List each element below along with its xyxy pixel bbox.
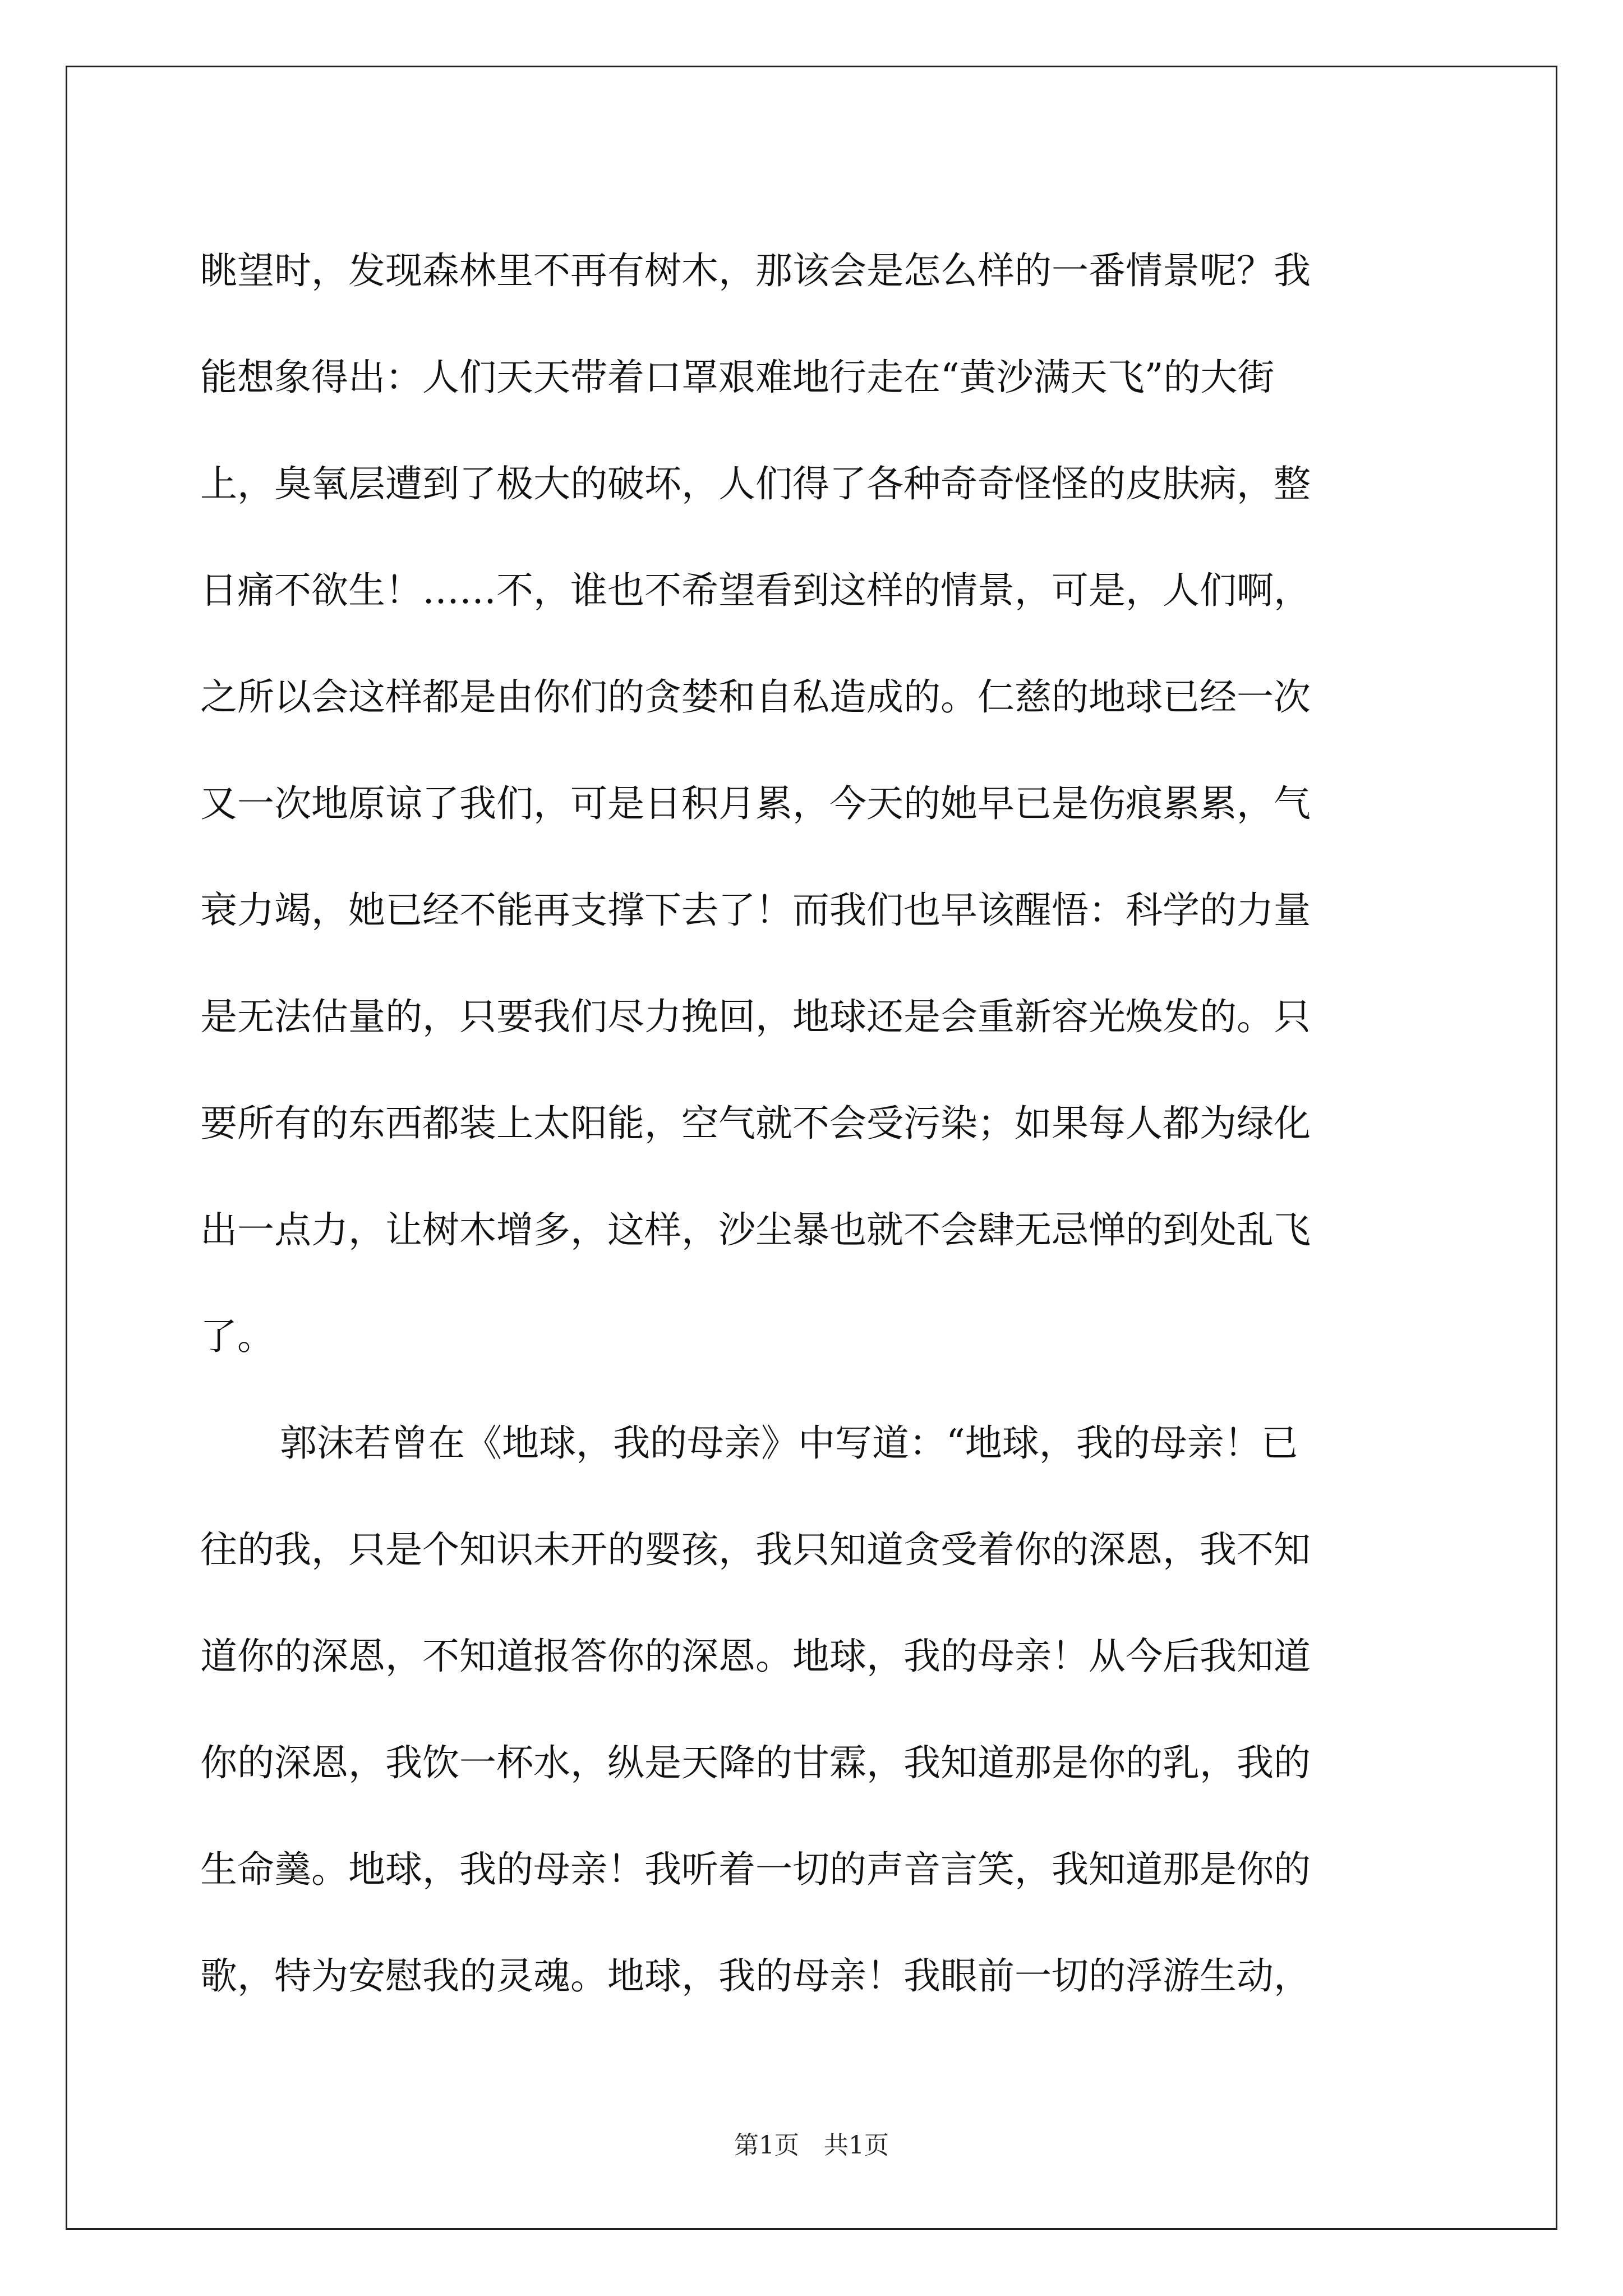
page-footer: 第1页 共1页	[734, 2131, 889, 2160]
text-line: 生命羹。地球，我的母亲！我听着一切的声音言笑，我知道那是你的	[200, 1848, 1311, 1891]
document-body	[200, 218, 1423, 2030]
text-line: 日痛不欲生！……不，谁也不希望看到这样的情景，可是，人们啊，	[200, 569, 1311, 612]
text-line: 了。	[200, 1315, 274, 1358]
text-line: 衰力竭，她已经不能再支撑下去了！而我们也早该醒悟：科学的力量	[200, 889, 1311, 932]
text-line: 是无法估量的，只要我们尽力挽回，地球还是会重新容光焕发的。只	[200, 995, 1311, 1038]
text-line: 眺望时，发现森林里不再有树木，那该会是怎么样的一番情景呢？我	[200, 249, 1311, 292]
text-line: 又一次地原谅了我们，可是日积月累，今天的她早已是伤痕累累，气	[200, 782, 1311, 825]
paragraph-start-line: 郭沫若曾在《地球，我的母亲》中写道：“地球，我的母亲！已	[280, 1421, 1298, 1465]
text-line: 道你的深恩，不知道报答你的深恩。地球，我的母亲！从今后我知道	[200, 1635, 1311, 1678]
text-line: 你的深恩，我饮一杯水，纵是天降的甘霖，我知道那是你的乳，我的	[200, 1741, 1311, 1784]
text-line: 出一点力，让树木增多，这样，沙尘暴也就不会肆无忌惮的到处乱飞	[200, 1208, 1311, 1251]
text-line: 上，臭氧层遭到了极大的破坏，人们得了各种奇奇怪怪的皮肤病，整	[200, 462, 1311, 505]
text-line: 往的我，只是个知识未开的婴孩，我只知道贪受着你的深恩，我不知	[200, 1528, 1311, 1571]
text-line: 之所以会这样都是由你们的贪婪和自私造成的。仁慈的地球已经一次	[200, 675, 1311, 719]
text-line: 能想象得出：人们天天带着口罩艰难地行走在“黄沙满天飞”的大街	[200, 356, 1275, 399]
text-line: 要所有的东西都装上太阳能，空气就不会受污染；如果每人都为绿化	[200, 1102, 1311, 1145]
text-line: 歌，特为安慰我的灵魂。地球，我的母亲！我眼前一切的浮游生动，	[200, 1954, 1311, 1998]
